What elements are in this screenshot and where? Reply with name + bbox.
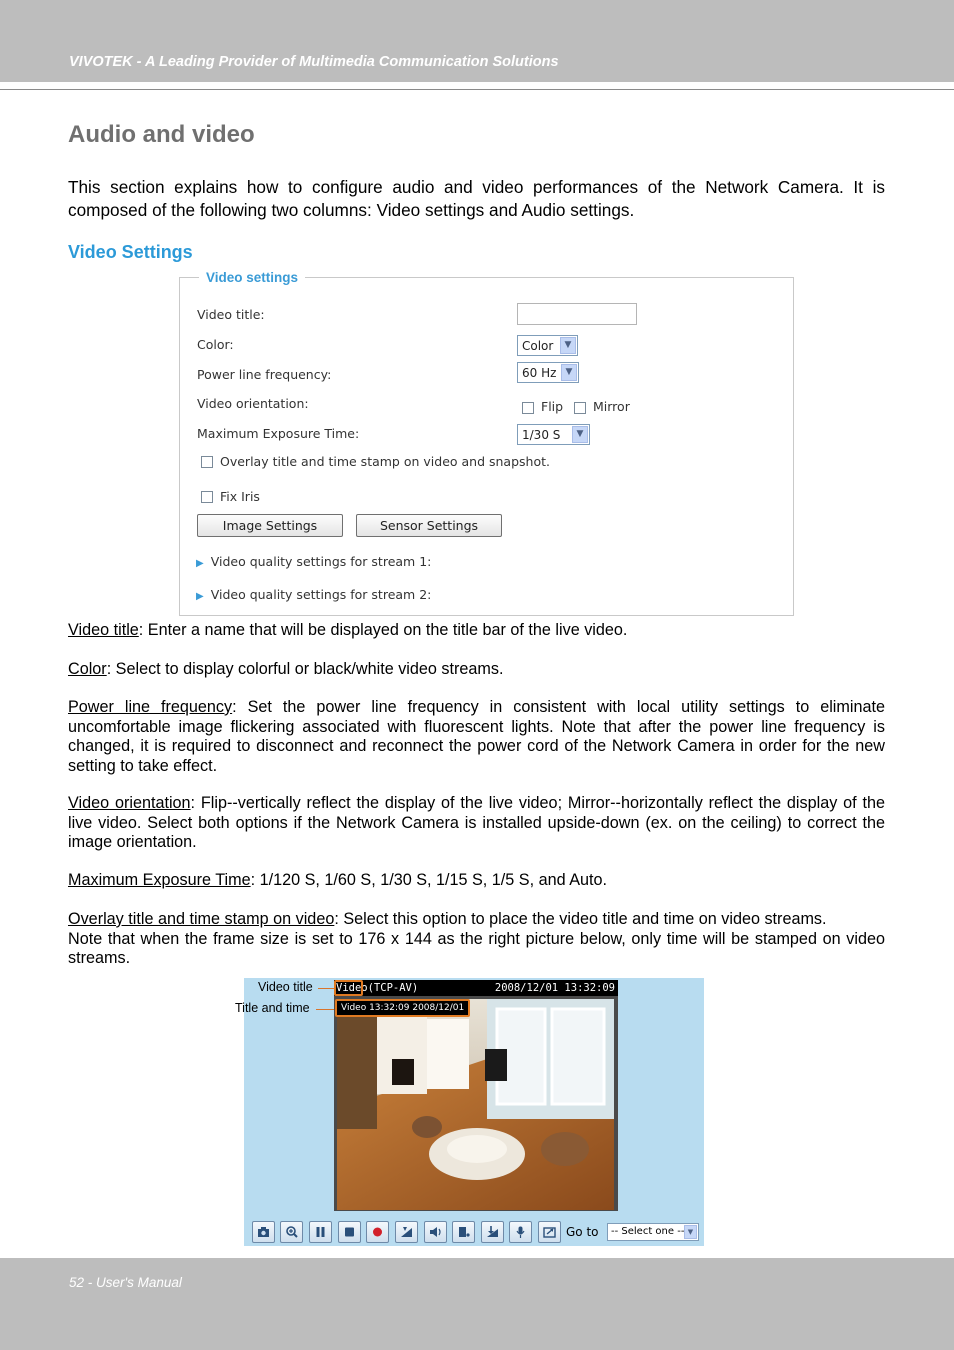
overlay-label: Overlay title and time stamp on video and snapshot. — [220, 454, 550, 469]
page-title: Audio and video — [68, 121, 255, 148]
titlebar-left: Video(TCP-AV) — [336, 982, 419, 994]
color-select[interactable] — [517, 335, 578, 356]
panel-legend: Video settings — [199, 270, 305, 285]
overlay-description — [68, 910, 885, 969]
pan-button[interactable] — [452, 1221, 475, 1243]
page-header — [0, 0, 954, 82]
record-button[interactable] — [366, 1221, 389, 1243]
chevron-down-icon: ▼ — [572, 426, 588, 443]
snapshot-button[interactable] — [252, 1221, 275, 1243]
download-button[interactable] — [481, 1221, 504, 1243]
expand-arrow-icon: ▶ — [196, 558, 204, 569]
color-text: : Select to display colorful or black/white video streams. — [106, 660, 504, 678]
title-time-callout: Title and time — [235, 1001, 310, 1015]
chevron-down-icon: ▼ — [560, 337, 576, 354]
volume-down-icon — [400, 1226, 413, 1238]
color-label: Color: — [197, 337, 234, 352]
header-text: VIVOTEK - A Leading Provider of Multimedia Communication Solutions — [69, 54, 559, 70]
video-title-description — [68, 621, 885, 641]
power-line-text: : Set the power line frequency in consistent with local utility settings to eliminate uncomfortable image flickering associated with fluorescent lights. Note that after the power line frequency is changed, it is required to disconnect and reconnect the power cord of the Network Camera in order for the new setting to take effect. — [68, 698, 885, 775]
stream1-expander[interactable] — [196, 554, 431, 569]
video-title-callout: Video title — [258, 980, 313, 994]
mirror-label: Mirror — [593, 399, 630, 414]
flip-label: Flip — [541, 399, 564, 414]
stop-button[interactable] — [338, 1221, 361, 1243]
volume-down-button[interactable] — [395, 1221, 418, 1243]
pause-icon — [314, 1226, 327, 1238]
orientation-description — [68, 794, 885, 853]
camera-icon — [257, 1226, 270, 1238]
overlay-term: Overlay title and time stamp on video — [68, 910, 335, 928]
speaker-icon — [429, 1226, 442, 1238]
title-time-leader — [316, 1009, 336, 1010]
title-highlight-box — [334, 980, 363, 996]
camera-scene-image — [337, 999, 614, 1210]
overlay-text: : Select this option to place the video title and time on video streams. — [334, 910, 827, 928]
title-time-stamp: Video 13:32:09 2008/12/01 — [335, 999, 470, 1017]
color-term: Color — [68, 660, 107, 678]
video-title-term: Video title — [68, 621, 139, 639]
intro-paragraph: This section explains how to configure audio and video performances of the Network Camera. It is composed of the following two columns: Video settings and Audio settings. — [68, 177, 885, 220]
max-exposure-select-value: 1/30 S — [522, 428, 561, 442]
expand-arrow-icon: ▶ — [196, 591, 204, 602]
zoom-button[interactable] — [280, 1221, 303, 1243]
video-title-input[interactable] — [517, 303, 637, 325]
mirror-checkbox[interactable] — [574, 402, 586, 414]
section-heading: Video Settings — [68, 242, 193, 262]
video-title-label: Video title: — [197, 307, 265, 322]
zoom-icon — [285, 1226, 298, 1238]
download-icon — [486, 1226, 499, 1238]
live-view-screenshot — [235, 978, 704, 1246]
note-text: Note that when the frame size is set to 176 x 144 as the right picture below, only time will be stamped on video streams. — [68, 929, 885, 967]
speaker-button[interactable] — [424, 1221, 447, 1243]
stream2-label: Video quality settings for stream 2: — [210, 587, 432, 602]
color-description — [68, 660, 885, 680]
fix-iris-checkbox[interactable] — [201, 491, 213, 503]
stream2-expander[interactable] — [196, 587, 431, 602]
fullscreen-button[interactable] — [538, 1221, 561, 1243]
exposure-term: Maximum Exposure Time — [68, 871, 251, 889]
pause-button[interactable] — [309, 1221, 332, 1243]
pan-icon — [457, 1226, 470, 1238]
power-line-select[interactable] — [517, 362, 579, 383]
microphone-icon — [514, 1226, 527, 1238]
video-orientation-label: Video orientation: — [197, 396, 309, 411]
max-exposure-label: Maximum Exposure Time: — [197, 426, 360, 441]
stop-icon — [343, 1226, 356, 1238]
footer-text: 52 - User's Manual — [69, 1275, 182, 1290]
overlay-checkbox[interactable] — [201, 456, 213, 468]
record-icon — [371, 1226, 384, 1238]
color-select-value: Color — [522, 339, 554, 353]
exposure-description — [68, 871, 885, 891]
titlebar-right: 2008/12/01 13:32:09 — [494, 982, 615, 994]
power-line-description — [68, 698, 885, 776]
max-exposure-select[interactable] — [517, 424, 590, 445]
flip-checkbox[interactable] — [522, 402, 534, 414]
room-scene-graphic — [337, 999, 614, 1210]
chevron-down-icon: ▼ — [561, 364, 577, 381]
goto-select-value: -- Select one -- — [611, 1226, 685, 1237]
goto-label: Go to — [566, 1225, 599, 1239]
image-settings-button[interactable]: Image Settings — [197, 514, 343, 537]
header-divider — [0, 89, 954, 90]
chevron-down-icon: ▼ — [684, 1225, 697, 1239]
video-titlebar — [334, 980, 618, 996]
fullscreen-icon — [543, 1226, 556, 1238]
stream1-label: Video quality settings for stream 1: — [210, 554, 432, 569]
video-title-leader — [318, 988, 334, 989]
exposure-text: : 1/120 S, 1/60 S, 1/30 S, 1/15 S, 1/5 S, and Auto. — [250, 871, 607, 889]
orientation-term: Video orientation — [68, 794, 191, 812]
fix-iris-label: Fix Iris — [220, 489, 260, 504]
power-line-label: Power line frequency: — [197, 367, 332, 382]
video-title-text: : Enter a name that will be displayed on the title bar of the live video. — [138, 621, 628, 639]
power-line-select-value: 60 Hz — [522, 366, 557, 380]
orientation-text: : Flip--vertically reflect the display of the live video; Mirror--horizontally reflect the display of the live video. Select both options if the Network Camera is installed upside-down (ex. on the ceiling) to correct the image orientation. — [68, 794, 885, 851]
power-line-term: Power line frequency — [68, 698, 233, 716]
sensor-settings-button[interactable]: Sensor Settings — [356, 514, 502, 537]
microphone-button[interactable] — [509, 1221, 532, 1243]
video-settings-panel — [179, 270, 794, 616]
page-footer — [0, 1258, 954, 1350]
goto-select[interactable] — [607, 1223, 699, 1241]
